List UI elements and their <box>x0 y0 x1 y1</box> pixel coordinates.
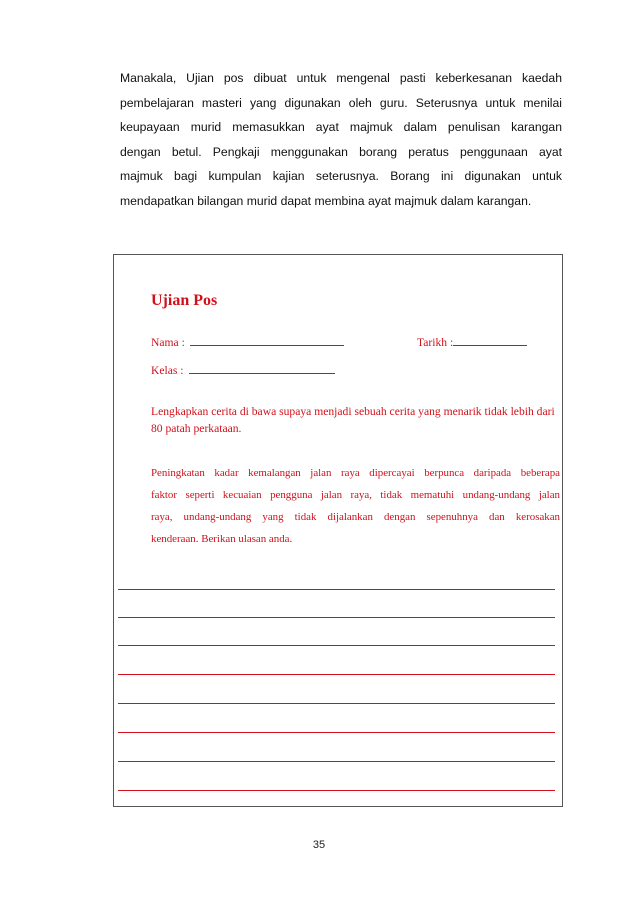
answer-line[interactable] <box>118 761 555 762</box>
answer-line[interactable] <box>118 790 555 791</box>
answer-line[interactable] <box>118 645 555 646</box>
prompt-line: Peningkatan kadar kemalangan jalan raya dipercayai berpunca daripada beberapa <box>151 467 560 479</box>
answer-line[interactable] <box>118 674 555 675</box>
intro-line: majmuk bagi kumpulan kajian seterusnya. Borang ini digunakan untuk <box>120 169 562 184</box>
page-number: 35 <box>312 839 326 851</box>
tarikh-row <box>417 335 527 349</box>
prompt-line: faktor seperti kecuaian pengguna jalan raya, tidak mematuhi undang-undang jalan <box>151 489 560 501</box>
form-title: Ujian Pos <box>151 292 218 309</box>
intro-paragraph <box>120 66 562 214</box>
answer-line[interactable] <box>118 589 555 590</box>
answer-line[interactable] <box>118 617 555 618</box>
intro-line: mendapatkan bilangan murid dapat membina ayat majmuk dalam karangan. <box>120 193 532 208</box>
kelas-label: Kelas : <box>151 364 184 377</box>
tarikh-label: Tarikh : <box>417 336 454 349</box>
prompt-line: kenderaan. Berikan ulasan anda. <box>151 533 293 545</box>
post-test-form <box>113 254 563 807</box>
answer-line[interactable] <box>118 703 555 704</box>
nama-row <box>151 335 344 349</box>
intro-line: Manakala, Ujian pos dibuat untuk mengenal pasti keberkesanan kaedah <box>120 71 562 85</box>
intro-line: pembelajaran masteri yang digunakan oleh guru. Seterusnya untuk menilai <box>120 95 562 110</box>
answer-line[interactable] <box>118 732 555 733</box>
kelas-field[interactable] <box>189 363 335 374</box>
essay-prompt <box>151 462 560 550</box>
nama-field[interactable] <box>190 335 344 346</box>
tarikh-field[interactable] <box>453 335 527 346</box>
kelas-row <box>151 363 335 377</box>
nama-label: Nama : <box>151 336 185 349</box>
form-instruction: Lengkapkan cerita di bawa supaya menjadi sebuah cerita yang menarik tidak lebih dari 80 patah perkataan. <box>151 405 555 435</box>
intro-line: dengan betul. Pengkaji menggunakan borang peratus penggunaan ayat <box>120 144 562 159</box>
intro-line: keupayaan murid memasukkan ayat majmuk dalam penulisan karangan <box>120 120 562 135</box>
prompt-line: raya, undang-undang yang tidak dijalankan dengan sepenuhnya dan kerosakan <box>151 511 560 523</box>
